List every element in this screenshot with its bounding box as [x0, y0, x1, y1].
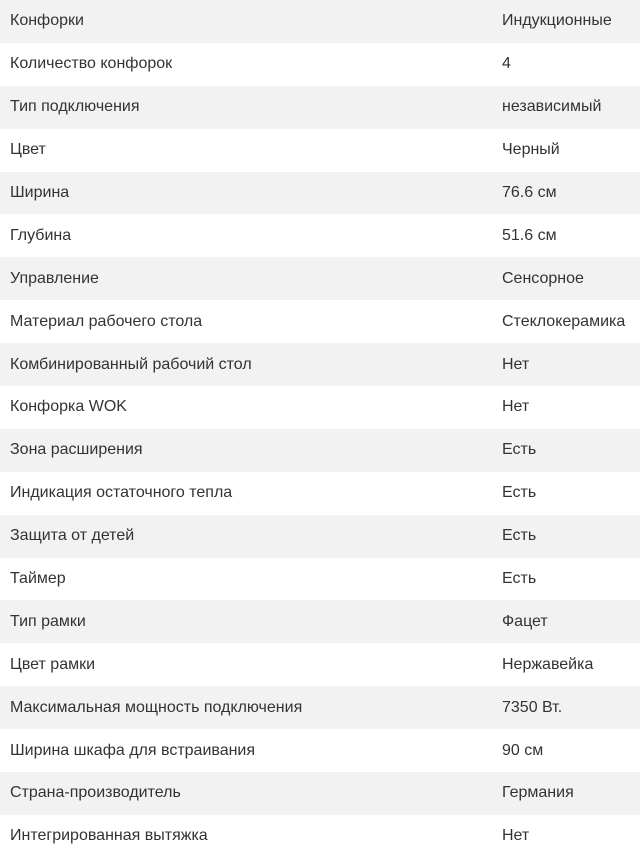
spec-value: 76.6 см	[502, 184, 557, 201]
spec-label: Комбинированный рабочий стол	[10, 355, 252, 373]
spec-value: Индукционные	[502, 12, 612, 30]
table-row	[0, 214, 640, 257]
spec-value: 7350 Вт.	[502, 698, 563, 716]
spec-label: Тип подключения	[10, 98, 140, 116]
spec-value: Фацет	[502, 612, 548, 630]
table-row	[0, 643, 640, 686]
spec-label: Зона расширения	[10, 441, 143, 459]
table-row	[0, 43, 640, 86]
spec-label: Цвет рамки	[10, 655, 96, 673]
spec-label: Ширина шкафа для встраивания	[10, 741, 256, 759]
table-row	[0, 429, 640, 472]
spec-value: Нет	[502, 355, 530, 373]
spec-value: Есть	[502, 484, 537, 502]
spec-value: Сенсорное	[502, 269, 584, 287]
spec-value: Есть	[502, 570, 537, 588]
spec-value: Нет	[502, 398, 530, 416]
table-row	[0, 686, 640, 729]
table-row	[0, 0, 640, 43]
table-row	[0, 558, 640, 601]
spec-label: Управление	[10, 269, 99, 287]
spec-label: Материал рабочего стола	[10, 312, 203, 330]
table-row	[0, 515, 640, 558]
table-row	[0, 86, 640, 129]
table-row	[0, 600, 640, 643]
spec-label: Ширина	[10, 184, 70, 201]
spec-label: Количество конфорок	[10, 55, 173, 73]
spec-value: Есть	[502, 441, 537, 459]
spec-value: Германия	[502, 784, 574, 802]
spec-label: Таймер	[10, 570, 66, 588]
table-row	[0, 343, 640, 386]
spec-label: Глубина	[10, 226, 72, 244]
table-row	[0, 729, 640, 772]
table-row	[0, 472, 640, 515]
spec-value: 4	[502, 55, 511, 73]
table-row	[0, 172, 640, 215]
table-row	[0, 386, 640, 429]
spec-label: Защита от детей	[10, 527, 135, 545]
spec-label: Тип рамки	[10, 612, 86, 630]
spec-label: Интегрированная вытяжка	[10, 827, 208, 845]
table-row	[0, 129, 640, 172]
spec-value: 51.6 см	[502, 226, 557, 244]
spec-value: Стеклокерамика	[502, 312, 626, 330]
spec-value: Нержавейка	[502, 655, 594, 673]
table-row	[0, 772, 640, 815]
spec-label: Страна-производитель	[10, 784, 181, 802]
spec-value: 90 см	[502, 741, 544, 759]
spec-label: Конфорка WOK	[10, 398, 127, 416]
spec-label: Индикация остаточного тепла	[10, 484, 233, 502]
spec-value: независимый	[502, 98, 602, 116]
spec-value: Есть	[502, 527, 537, 545]
table-row	[0, 300, 640, 343]
table-row	[0, 257, 640, 300]
spec-label: Цвет	[10, 141, 46, 159]
spec-label: Конфорки	[10, 12, 84, 30]
spec-value: Черный	[502, 141, 560, 159]
spec-value: Нет	[502, 827, 530, 845]
table-row	[0, 815, 640, 858]
spec-label: Максимальная мощность подключения	[10, 698, 303, 716]
